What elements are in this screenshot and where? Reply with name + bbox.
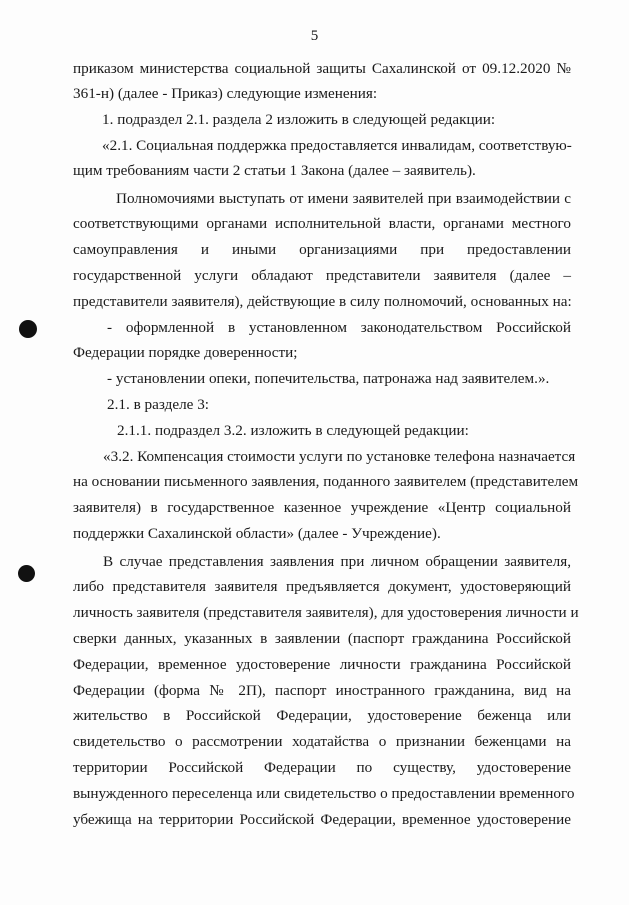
- text-line: Федерации (форма № 2П), паспорт иностранного гражданина, вид на: [73, 682, 571, 699]
- text-line: 2.1.1. подраздел 3.2. изложить в следующей редакции:: [117, 422, 469, 439]
- text-line: либо представителя заявителя предъявляется документ, удостоверяющий: [73, 578, 571, 595]
- text-line: представители заявителя), действующие в силу полномочий, основанных на:: [73, 293, 572, 310]
- text-line: Федерации, временное удостоверение личности гражданина Российской: [73, 656, 571, 673]
- text-line: вынужденного переселенца или свидетельство о предоставлении временного: [73, 785, 575, 802]
- text-line: свидетельство о рассмотрении ходатайства о признании беженцами на: [73, 733, 571, 750]
- punch-hole-mark: [18, 565, 35, 582]
- text-line: территории Российской Федерации по существу, удостоверение: [73, 759, 571, 776]
- text-line: сверки данных, указанных в заявлении (паспорт гражданина Российской: [73, 630, 571, 647]
- text-line: - установлении опеки, попечительства, патронажа над заявителем.».: [107, 370, 550, 387]
- text-line: заявителя) в государственное казенное учреждение «Центр социальной: [73, 499, 571, 516]
- text-line: на основании письменного заявления, поданного заявителем (представителем: [73, 473, 579, 490]
- text-line: 2.1. в разделе 3:: [107, 396, 210, 413]
- text-line: жительство в Российской Федерации, удостоверение беженца или: [73, 707, 571, 724]
- text-line: приказом министерства социальной защиты Сахалинской от 09.12.2020 №: [73, 60, 571, 77]
- text-line: 361-н) (далее - Приказ) следующие изменения:: [73, 85, 378, 102]
- text-line: убежища на территории Российской Федерации, временное удостоверение: [73, 811, 571, 828]
- text-line: «2.1. Социальная поддержка предоставляется инвалидам, соответствую-: [102, 137, 572, 154]
- text-line: государственной услуги обладают представители заявителя (далее –: [73, 267, 571, 284]
- text-line: - оформленной в установленном законодательством Российской: [107, 319, 571, 336]
- text-line: поддержки Сахалинской области» (далее - Учреждение).: [73, 525, 441, 542]
- text-line: Федерации порядке доверенности;: [73, 344, 298, 361]
- punch-hole-mark: [19, 320, 37, 338]
- page-number: 5: [310, 28, 319, 44]
- text-line: соответствующими органами исполнительной власти, органами местного: [73, 215, 571, 232]
- text-line: самоуправления и иными организациями при предоставлении: [73, 241, 571, 258]
- text-line: личность заявителя (представителя заявителя), для удостоверения личности и: [73, 604, 579, 621]
- text-line: Полномочиями выступать от имени заявителей при взаимодействии с: [116, 190, 571, 207]
- text-line: 1. подраздел 2.1. раздела 2 изложить в следующей редакции:: [102, 111, 496, 128]
- text-line: «3.2. Компенсация стоимости услуги по установке телефона назначается: [103, 448, 576, 465]
- text-line: щим требованиям части 2 статьи 1 Закона (далее – заявитель).: [73, 162, 476, 179]
- text-line: В случае представления заявления при личном обращении заявителя,: [103, 553, 571, 570]
